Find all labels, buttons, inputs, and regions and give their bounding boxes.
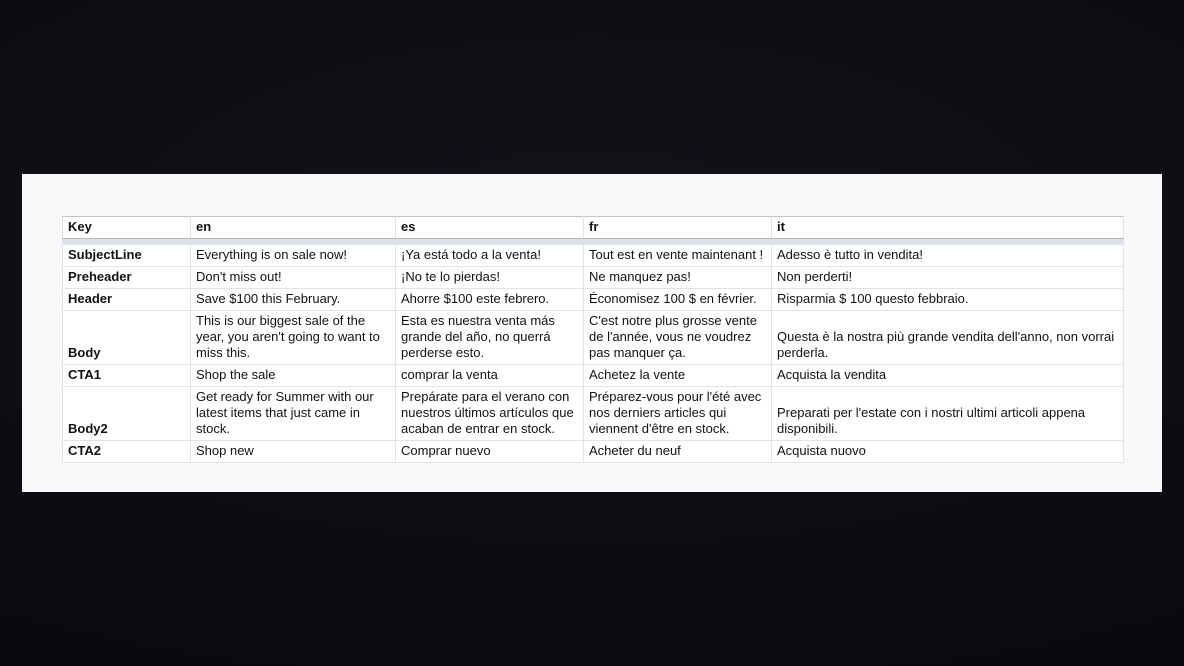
cell-header-fr: Économisez 100 $ en février.	[584, 289, 772, 311]
table-row-cta2	[63, 441, 1124, 463]
cell-subjectline-it: Adesso è tutto in vendita!	[772, 245, 1124, 267]
cell-cta1-en: Shop the sale	[191, 365, 396, 387]
table-row-header	[63, 289, 1124, 311]
cell-preheader-fr: Ne manquez pas!	[584, 267, 772, 289]
cell-cta1-fr: Achetez la vente	[584, 365, 772, 387]
column-header-en: en	[191, 217, 396, 239]
cell-cta1-key: CTA1	[63, 365, 191, 387]
column-header-fr: fr	[584, 217, 772, 239]
cell-body-es: Esta es nuestra venta más grande del año, no querrá perderse esto.	[396, 311, 584, 365]
cell-header-en: Save $100 this February.	[191, 289, 396, 311]
cell-body-fr: C'est notre plus grosse vente de l'année, vous ne voudrez pas manquer ça.	[584, 311, 772, 365]
cell-body2-fr: Préparez-vous pour l'été avec nos derniers articles qui viennent d'être en stock.	[584, 387, 772, 441]
table-row-cta1	[63, 365, 1124, 387]
cell-subjectline-es: ¡Ya está todo a la venta!	[396, 245, 584, 267]
cell-preheader-key: Preheader	[63, 267, 191, 289]
cell-cta2-es: Comprar nuevo	[396, 441, 584, 463]
column-header-it: it	[772, 217, 1124, 239]
cell-header-key: Header	[63, 289, 191, 311]
table-row-body	[63, 311, 1124, 365]
table-row-subjectline	[63, 245, 1124, 267]
cell-preheader-en: Don't miss out!	[191, 267, 396, 289]
column-header-es: es	[396, 217, 584, 239]
cell-header-es: Ahorre $100 este febrero.	[396, 289, 584, 311]
cell-cta1-it: Acquista la vendita	[772, 365, 1124, 387]
table-row-body2	[63, 387, 1124, 441]
header-row	[63, 217, 1124, 239]
cell-cta2-fr: Acheter du neuf	[584, 441, 772, 463]
cell-body-key: Body	[63, 311, 191, 365]
localization-table	[62, 216, 1124, 463]
spreadsheet-card	[22, 174, 1162, 492]
cell-cta2-it: Acquista nuovo	[772, 441, 1124, 463]
cell-body2-en: Get ready for Summer with our latest items that just came in stock.	[191, 387, 396, 441]
cell-header-it: Risparmia $ 100 questo febbraio.	[772, 289, 1124, 311]
cell-cta2-key: CTA2	[63, 441, 191, 463]
cell-body-it: Questa è la nostra più grande vendita dell'anno, non vorrai perderla.	[772, 311, 1124, 365]
column-header-key: Key	[63, 217, 191, 239]
cell-preheader-es: ¡No te lo pierdas!	[396, 267, 584, 289]
cell-preheader-it: Non perderti!	[772, 267, 1124, 289]
cell-cta1-es: comprar la venta	[396, 365, 584, 387]
table-row-preheader	[63, 267, 1124, 289]
cell-body2-key: Body2	[63, 387, 191, 441]
cell-subjectline-key: SubjectLine	[63, 245, 191, 267]
cell-body2-es: Prepárate para el verano con nuestros últimos artículos que acaban de entrar en stock.	[396, 387, 584, 441]
cell-body2-it: Preparati per l'estate con i nostri ultimi articoli appena disponibili.	[772, 387, 1124, 441]
cell-body-en: This is our biggest sale of the year, you aren't going to want to miss this.	[191, 311, 396, 365]
cell-subjectline-fr: Tout est en vente maintenant !	[584, 245, 772, 267]
cell-cta2-en: Shop new	[191, 441, 396, 463]
cell-subjectline-en: Everything is on sale now!	[191, 245, 396, 267]
